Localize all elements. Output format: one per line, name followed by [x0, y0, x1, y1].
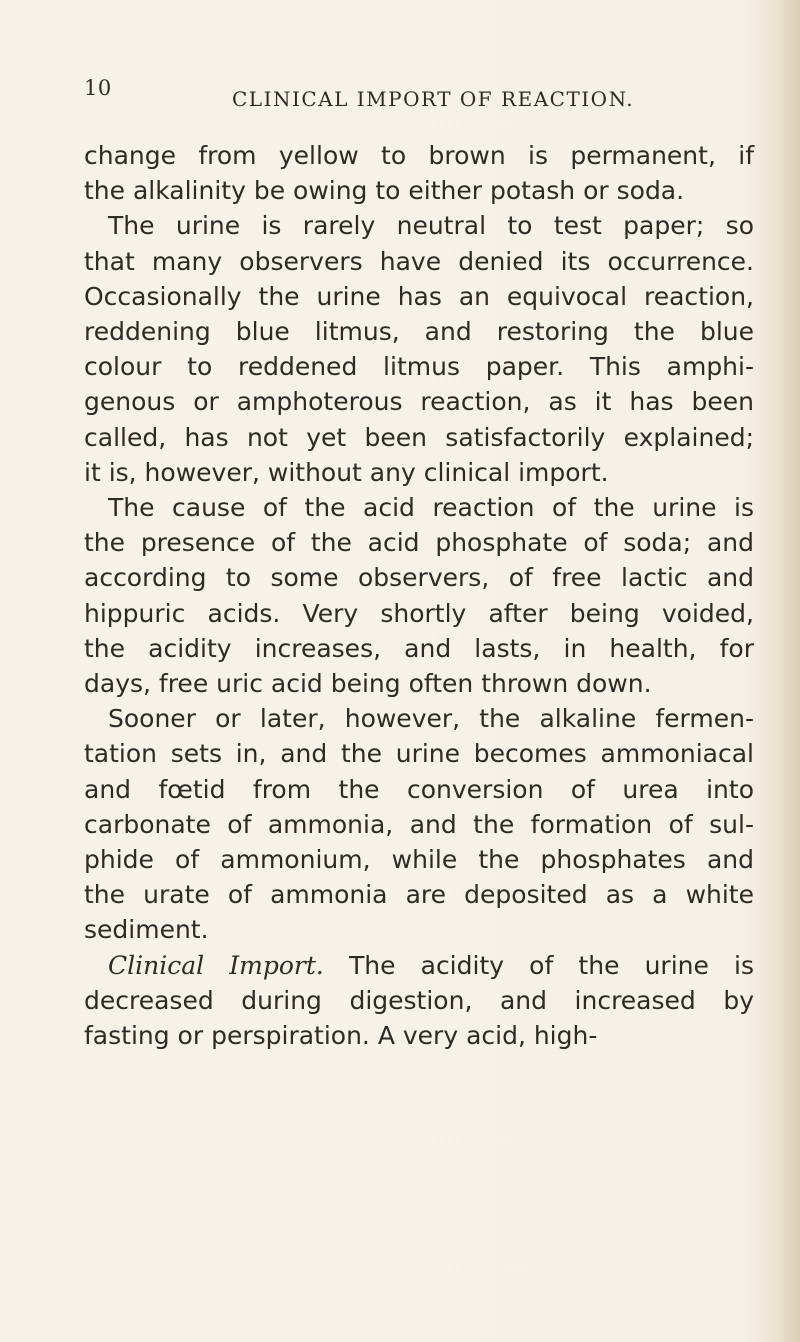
- text-line: hippuric acids. Very shortly after being voided,: [84, 598, 754, 628]
- text-line: reddening blue litmus, and restoring the blue: [84, 317, 754, 347]
- text-line: and fœtid from the conversion of urea into: [84, 774, 754, 804]
- text-line: phide of ammonium, while the phosphates and: [84, 845, 754, 875]
- clinical-import-heading: Clinical Import.: [108, 950, 324, 980]
- text-line: tation sets in, and the urine becomes ammoniacal: [84, 739, 754, 769]
- page-number: 10: [84, 76, 112, 100]
- text-line: the urate of ammonia are deposited as a white: [84, 880, 754, 910]
- text-line: days, free uric acid being often thrown down.: [84, 669, 652, 699]
- text-line: decreased during digestion, and increased by: [84, 985, 754, 1015]
- text-line: the alkalinity be owing to either potash or soda.: [84, 176, 685, 206]
- text-line: carbonate of ammonia, and the formation of sul-: [84, 809, 754, 839]
- text-line: Occasionally the urine has an equivocal reaction,: [84, 281, 754, 311]
- running-head: CLINICAL IMPORT OF REACTION.: [232, 87, 635, 111]
- text-line: called, has not yet been satisfactorily explained;: [84, 422, 754, 452]
- body-text: [84, 138, 754, 1053]
- text-line: genous or amphoterous reaction, as it has been: [84, 387, 754, 417]
- text-line: the presence of the acid phosphate of soda; and: [84, 528, 754, 558]
- clinical-import-paragraph-start: [84, 948, 754, 983]
- paragraph-start-line: The cause of the acid reaction of the urine is: [108, 493, 754, 523]
- text-line: fasting or perspiration. A very acid, high-: [84, 1021, 598, 1051]
- text-line: sediment.: [84, 915, 209, 945]
- text-line: it is, however, without any clinical import.: [84, 457, 609, 487]
- text-line: change from yellow to brown is permanent, if: [84, 141, 754, 170]
- text-line: the acidity increases, and lasts, in health, for: [84, 633, 754, 663]
- text-line: according to some observers, of free lactic and: [84, 563, 754, 593]
- paragraph-start-line: The urine is rarely neutral to test paper; so: [108, 211, 754, 241]
- paragraph-start-line: Sooner or later, however, the alkaline fermen-: [108, 704, 754, 734]
- clinical-import-start: The acidity of the urine is: [348, 950, 754, 980]
- text-line: colour to reddened litmus paper. This amphi-: [84, 352, 754, 382]
- text-line: that many observers have denied its occurrence.: [84, 246, 754, 276]
